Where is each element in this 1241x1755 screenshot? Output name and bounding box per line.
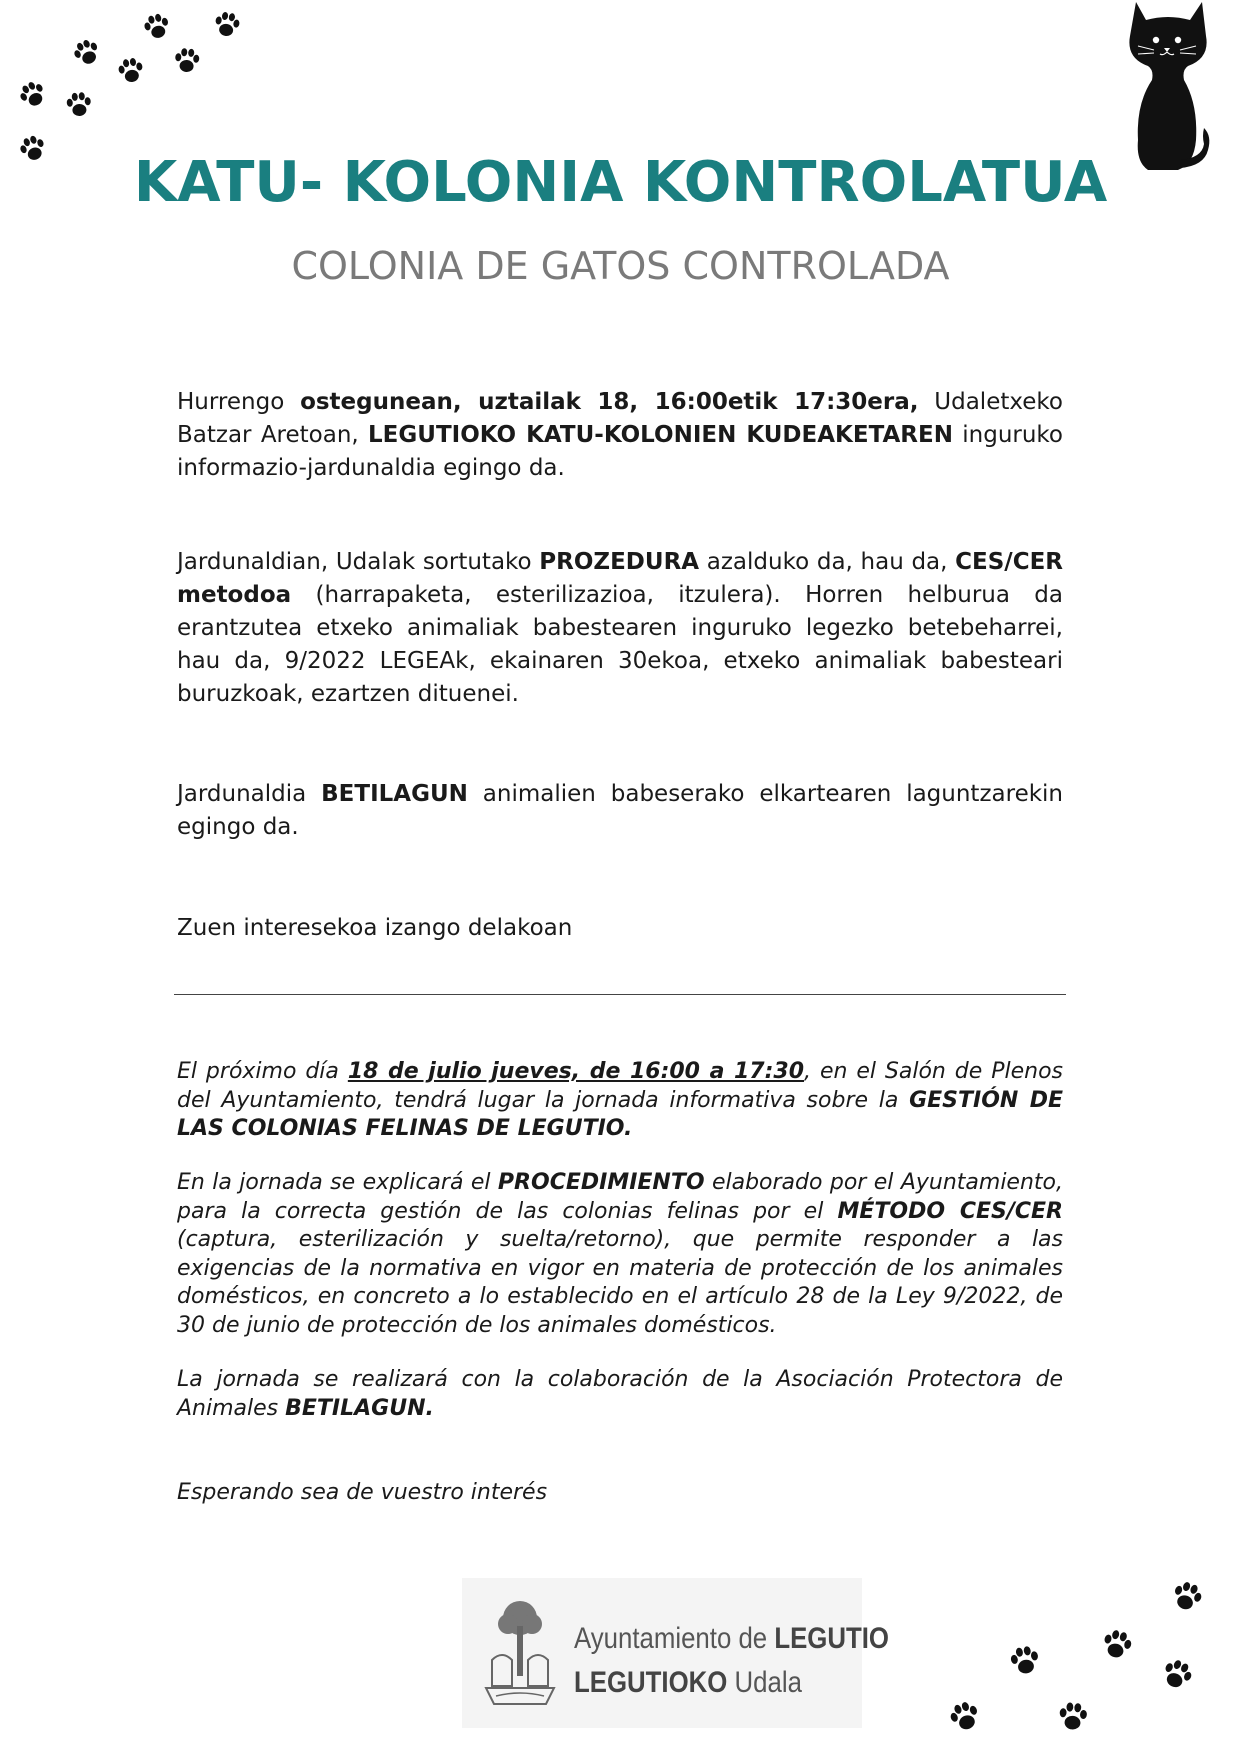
paw-print-icon — [114, 54, 149, 89]
basque-paragraph-announcement: Hurrengo ostegunean, uztailak 18, 16:00etik 17:30era, Udaletxeko Batzar Aretoan, LEGUTIOKO KATU-KOLONIEN KUDEAKETAREN inguruko informazio-jardunaldia egingo da. — [177, 389, 1064, 481]
paw-print-icon — [63, 89, 96, 122]
basque-paragraph-closing: Zuen interesekoa izango delakoan — [177, 915, 573, 941]
spanish-paragraph-announcement: El próximo día 18 de julio jueves, de 16:00 a 17:30, en el Salón de Plenos del Ayuntamiento, tendrá lugar la jornada informativa sobre la GESTIÓN DE LAS COLONIAS FELINAS DE LEGUTIO. — [177, 1059, 1063, 1141]
paw-print-icon — [1096, 1624, 1138, 1666]
paw-print-icon — [1005, 1641, 1044, 1680]
paw-print-icon — [210, 8, 245, 43]
basque-paragraph-collaboration: Jardunaldia BETILAGUN animalien babeserako elkartearen laguntzarekin egingo da. — [177, 781, 1064, 840]
paw-print-icon — [139, 9, 176, 46]
paw-print-icon — [1165, 1575, 1209, 1619]
municipal-emblem-icon — [482, 1596, 558, 1708]
spanish-paragraph-closing: Esperando sea de vuestro interés — [177, 1480, 548, 1505]
spanish-paragraph-procedure: En la jornada se explicará el PROCEDIMIENTO elaborado por el Ayuntamiento, para la correcta gestión de las colonias felinas por el MÉTODO CES/CER (captura, esterilización y suelta/retorno), que permite responder a las exigencias de la normativa en vigor en materia de protección de los animales domésticos, en concreto a lo establecido en el artículo 28 de la Ley 9/2022, de 30 de junio de protección de los animales domésticos. — [177, 1170, 1064, 1338]
paw-print-icon — [1055, 1699, 1092, 1736]
section-divider — [174, 994, 1066, 995]
paw-print-icon — [1154, 1652, 1199, 1697]
spanish-paragraph-collaboration: La jornada se realizará con la colaboración de la Asociación Protectora de Animales BETILAGUN. — [177, 1367, 1063, 1421]
paw-print-icon — [943, 1695, 987, 1739]
logo-line-basque: LEGUTIOKO Udala — [574, 1666, 802, 1699]
page-title: KATU- KOLONIA KONTROLATUA — [133, 150, 1108, 215]
page-subtitle: COLONIA DE GATOS CONTROLADA — [291, 244, 950, 288]
basque-paragraph-procedure: Jardunaldian, Udalak sortutako PROZEDURA azalduko da, hau da, CES/CER metodoa (harrapaketa, esterilizazioa, itzulera). Horren helburua da erantzutea etxeko animaliak babestearen inguruko legezko betebeharrei, hau da, 9/2022 LEGEAk, ekainaren 30ekoa, etxeko animaliak babesteari buruzkoak, ezartzen dituenei. — [177, 549, 1063, 707]
municipal-logo — [462, 1578, 890, 1728]
paw-print-icon — [13, 75, 54, 116]
paw-print-icon — [171, 45, 204, 78]
paw-print-icon — [67, 33, 107, 73]
logo-line-spanish: Ayuntamiento de LEGUTIO — [574, 1622, 890, 1655]
